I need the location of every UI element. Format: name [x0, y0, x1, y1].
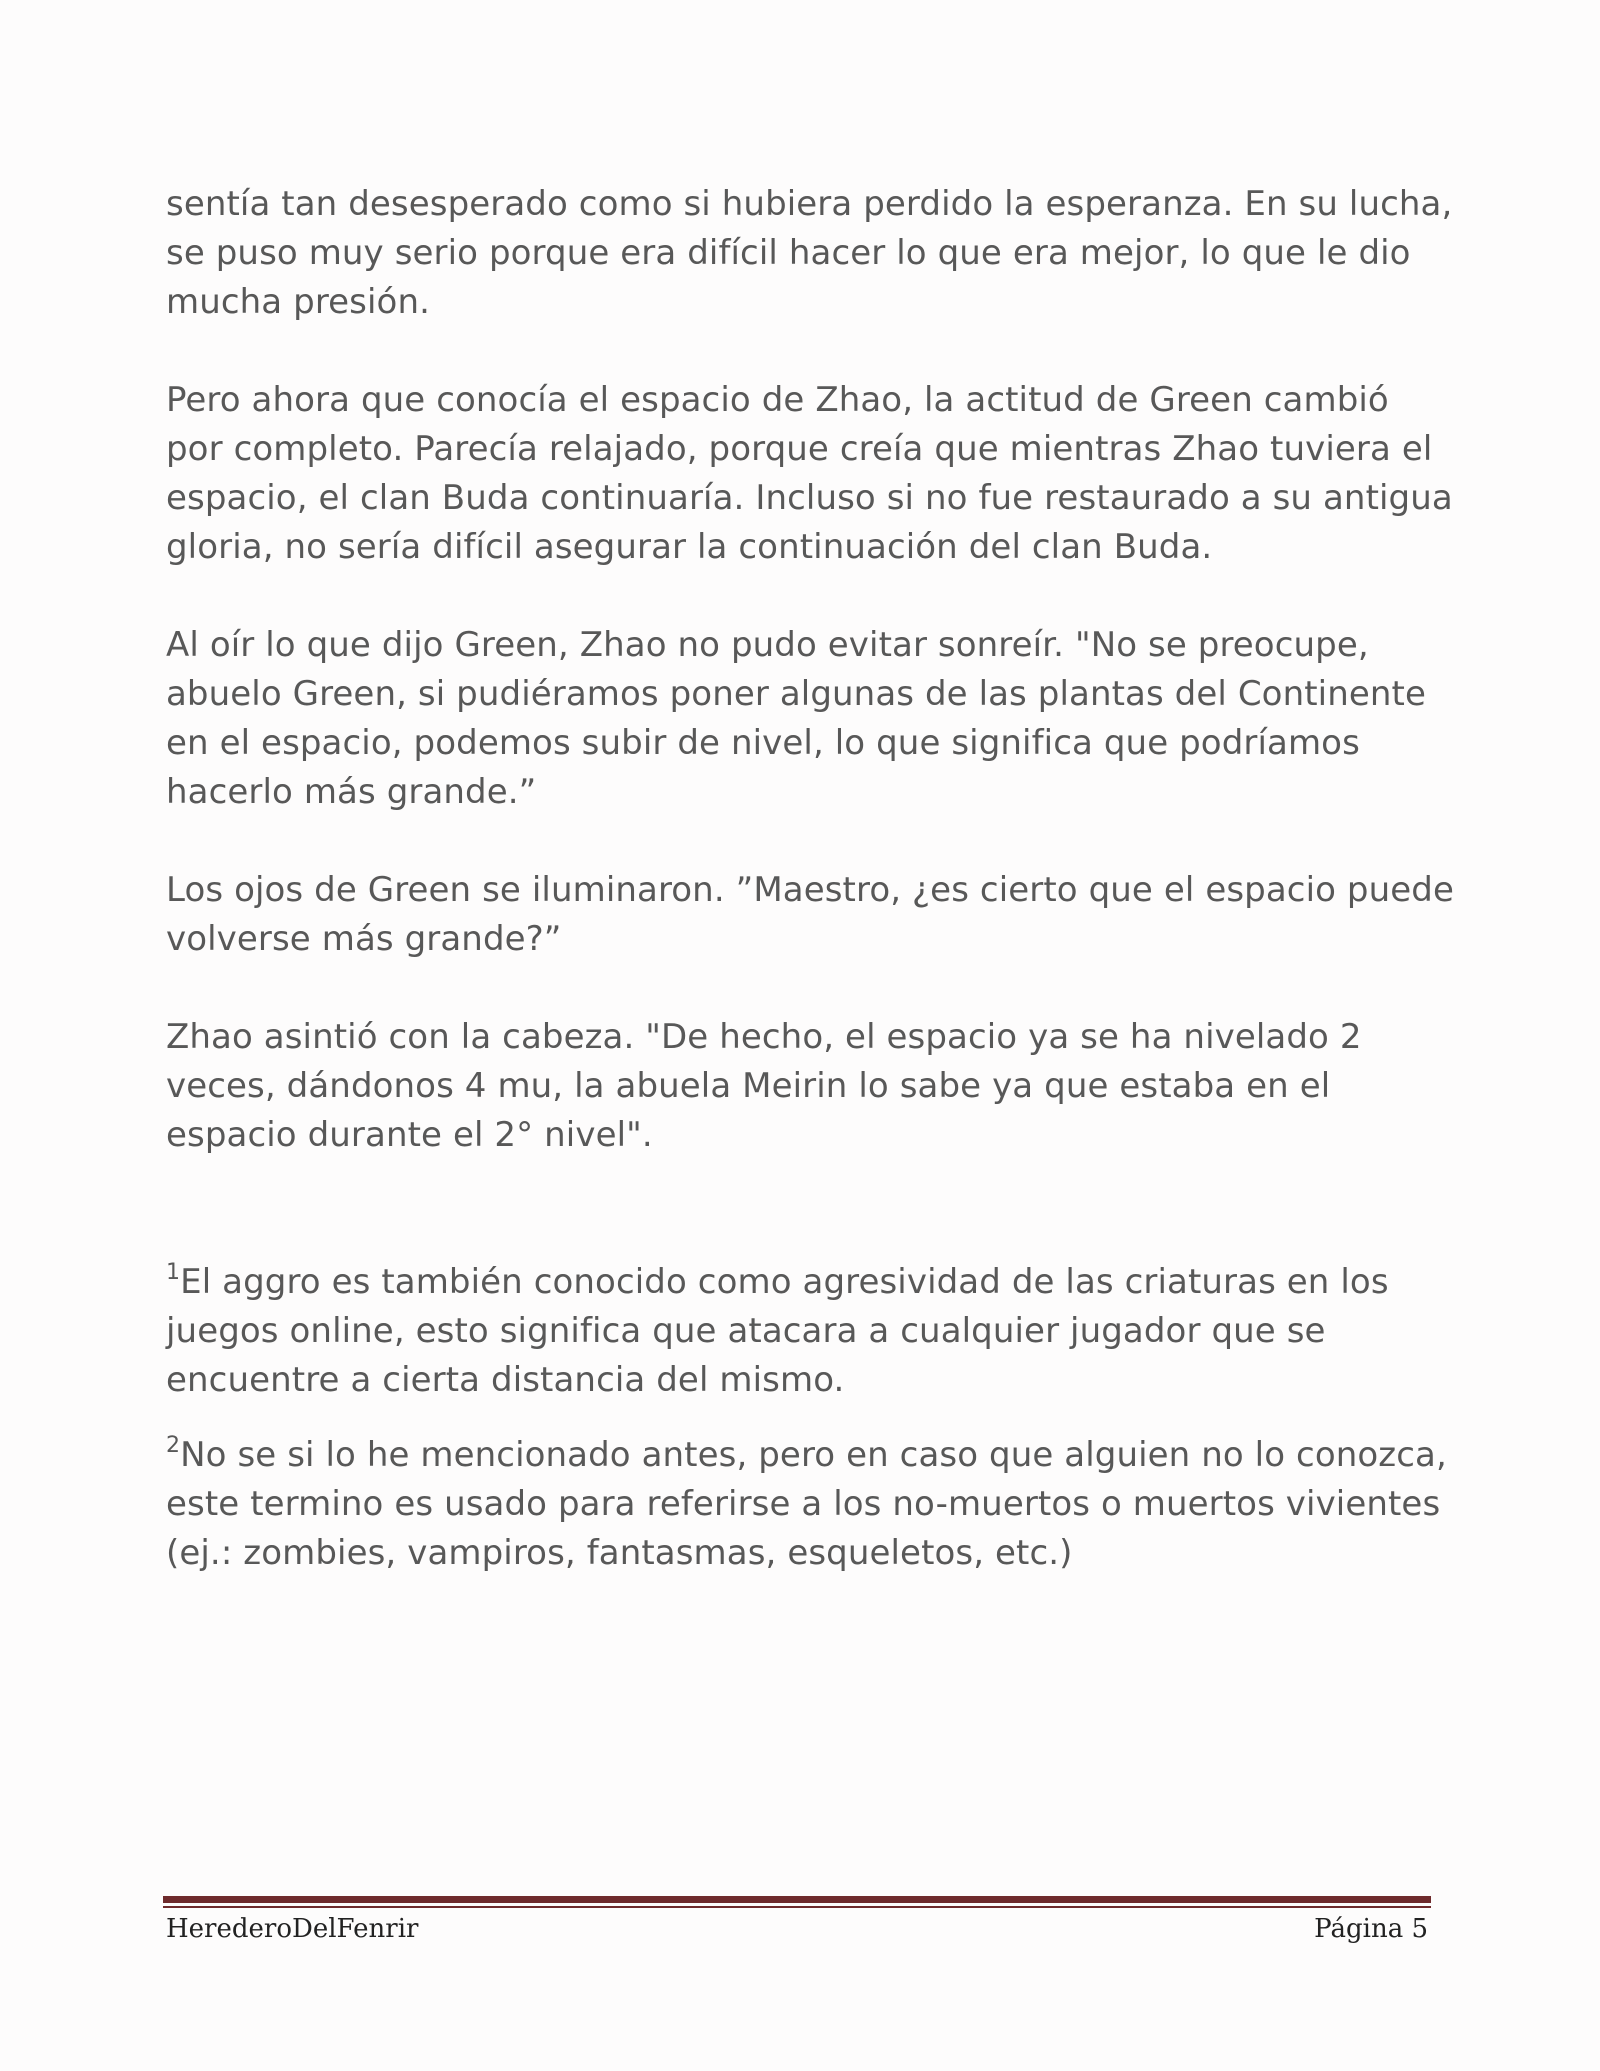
page-footer [166, 1908, 1428, 1952]
body-paragraph-3: Al oír lo que dijo Green, Zhao no pudo evitar sonreír. "No se preocupe, abuelo Green, si pudiéramos poner algunas de las plantas del Continente en el espacio, podemos subir de nivel, lo que significa que podríamos hacerlo más grande.” [166, 625, 1426, 812]
footer-rule-thick [163, 1896, 1431, 1903]
footer-author: HerederoDelFenrir [166, 1914, 419, 1944]
footnote-1 [166, 1258, 1456, 1405]
body-paragraph-1: sentía tan desesperado como si hubiera perdido la esperanza. En su lucha, se puso muy serio porque era difícil hacer lo que era mejor, lo que le dio mucha presión. [166, 184, 1453, 322]
body-paragraph-5: Zhao asintió con la cabeza. "De hecho, el espacio ya se ha nivelado 2 veces, dándonos 4 mu, la abuela Meirin lo sabe ya que estaba en el espacio durante el 2° nivel". [166, 1017, 1362, 1155]
page-body [166, 180, 1456, 1604]
body-paragraph-2: Pero ahora que conocía el espacio de Zhao, la actitud de Green cambió por completo. Parecía relajado, porque creía que mientras Zhao tuviera el espacio, el clan Buda continuaría. Incluso si no fue restaurado a su antigua gloria, no sería difícil asegurar la continuación del clan Buda. [166, 380, 1453, 567]
footnote-marker-2: 2 [166, 1432, 181, 1458]
footnote-text-2: No se si lo he mencionado antes, pero en caso que alguien no lo conozca, este termino es usado para referirse a los no-muertos o muertos vivientes (ej.: zombies, vampiros, fantasmas, esqueletos, etc.) [166, 1435, 1447, 1573]
footnote-marker-1: 1 [166, 1259, 181, 1285]
footer-page-number: Página 5 [1314, 1914, 1428, 1944]
body-paragraph-4: Los ojos de Green se iluminaron. ”Maestro, ¿es cierto que el espacio puede volverse más grande?” [166, 870, 1454, 959]
footnote-2 [166, 1431, 1456, 1578]
footnote-text-1: El aggro es también conocido como agresividad de las criaturas en los juegos online, esto significa que atacara a cualquier jugador que se encuentre a cierta distancia del mismo. [166, 1262, 1389, 1400]
